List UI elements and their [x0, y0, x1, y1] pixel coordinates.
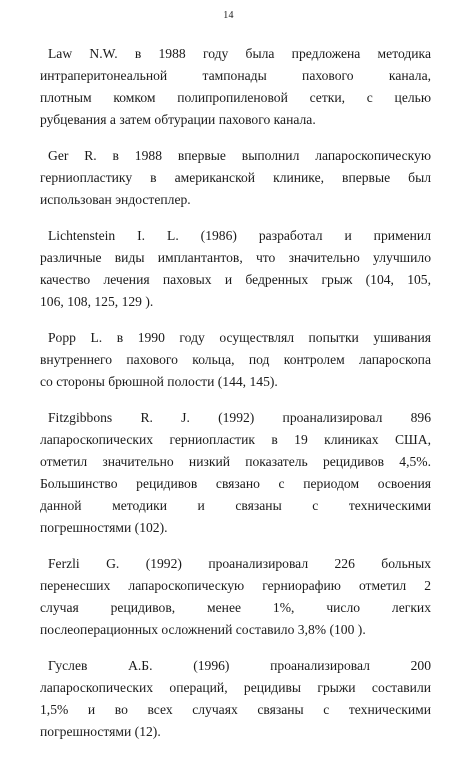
paragraph-fitzgibbons — [40, 407, 431, 539]
text-line: лапароскопических операций, рецидивы грыжи составили — [40, 680, 431, 695]
text-line: данной методики и связаны с техническими — [40, 498, 431, 513]
text-line: погрешностями (102). — [40, 520, 168, 535]
text-line: использован эндостеплер. — [40, 192, 191, 207]
text-line: погрешностями (12). — [40, 724, 161, 739]
text-line: Fitzgibbons R. J. (1992) проанализировал 896 — [48, 410, 431, 425]
text-line: 1,5% и во всех случаях связаны с техническими — [40, 702, 431, 717]
text-line: лапароскопических герниопластик в 19 клиниках США, — [40, 432, 431, 447]
text-line: Ferzli G. (1992) проанализировал 226 больных — [48, 556, 431, 571]
text-line: герниопластику в американской клинике, впервые был — [40, 170, 431, 185]
text-line: внутреннего пахового кольца, под контролем лапароскопа — [40, 352, 431, 367]
text-line: Ger R. в 1988 впервые выполнил лапароскопическую — [48, 148, 431, 163]
text-line: рубцевания а затем обтурации пахового канала. — [40, 112, 316, 127]
text-line: качество лечения паховых и бедренных грыж (104, 105, — [40, 272, 431, 287]
paragraph-ger — [40, 145, 431, 211]
text-line: Гуслев А.Б. (1996) проанализировал 200 — [48, 658, 431, 673]
paragraph-ferzli — [40, 553, 431, 641]
text-line: Law N.W. в 1988 году была предложена методика — [48, 46, 431, 61]
text-line: Popp L. в 1990 году осуществлял попытки ушивания — [48, 330, 431, 345]
page-body — [40, 43, 431, 757]
text-line: перенесших лапароскопическую герниорафию отметил 2 — [40, 578, 431, 593]
text-line: интраперитонеальной тампонады пахового канала, — [40, 68, 431, 83]
paragraph-law — [40, 43, 431, 131]
text-line: Большинство рецидивов связано с периодом освоения — [40, 476, 431, 491]
text-line: со стороны брюшной полости (144, 145). — [40, 374, 278, 389]
text-line: послеоперационных осложнений составило 3,8% (100 ). — [40, 622, 366, 637]
text-line: отметил значительно низкий показатель рецидивов 4,5%. — [40, 454, 431, 469]
text-line: плотным комком полипропиленовой сетки, с целью — [40, 90, 431, 105]
page-number: 14 — [223, 10, 234, 21]
text-line: 106, 108, 125, 129 ). — [40, 294, 154, 309]
paragraph-guslev — [40, 655, 431, 743]
text-line: случая рецидивов, менее 1%, число легких — [40, 600, 431, 615]
paragraph-lichtenstein — [40, 225, 431, 313]
paragraph-popp — [40, 327, 431, 393]
text-line: различные виды имплантантов, что значительно улучшило — [40, 250, 431, 265]
text-line: Lichtenstein I. L. (1986) разработал и применил — [48, 228, 431, 243]
